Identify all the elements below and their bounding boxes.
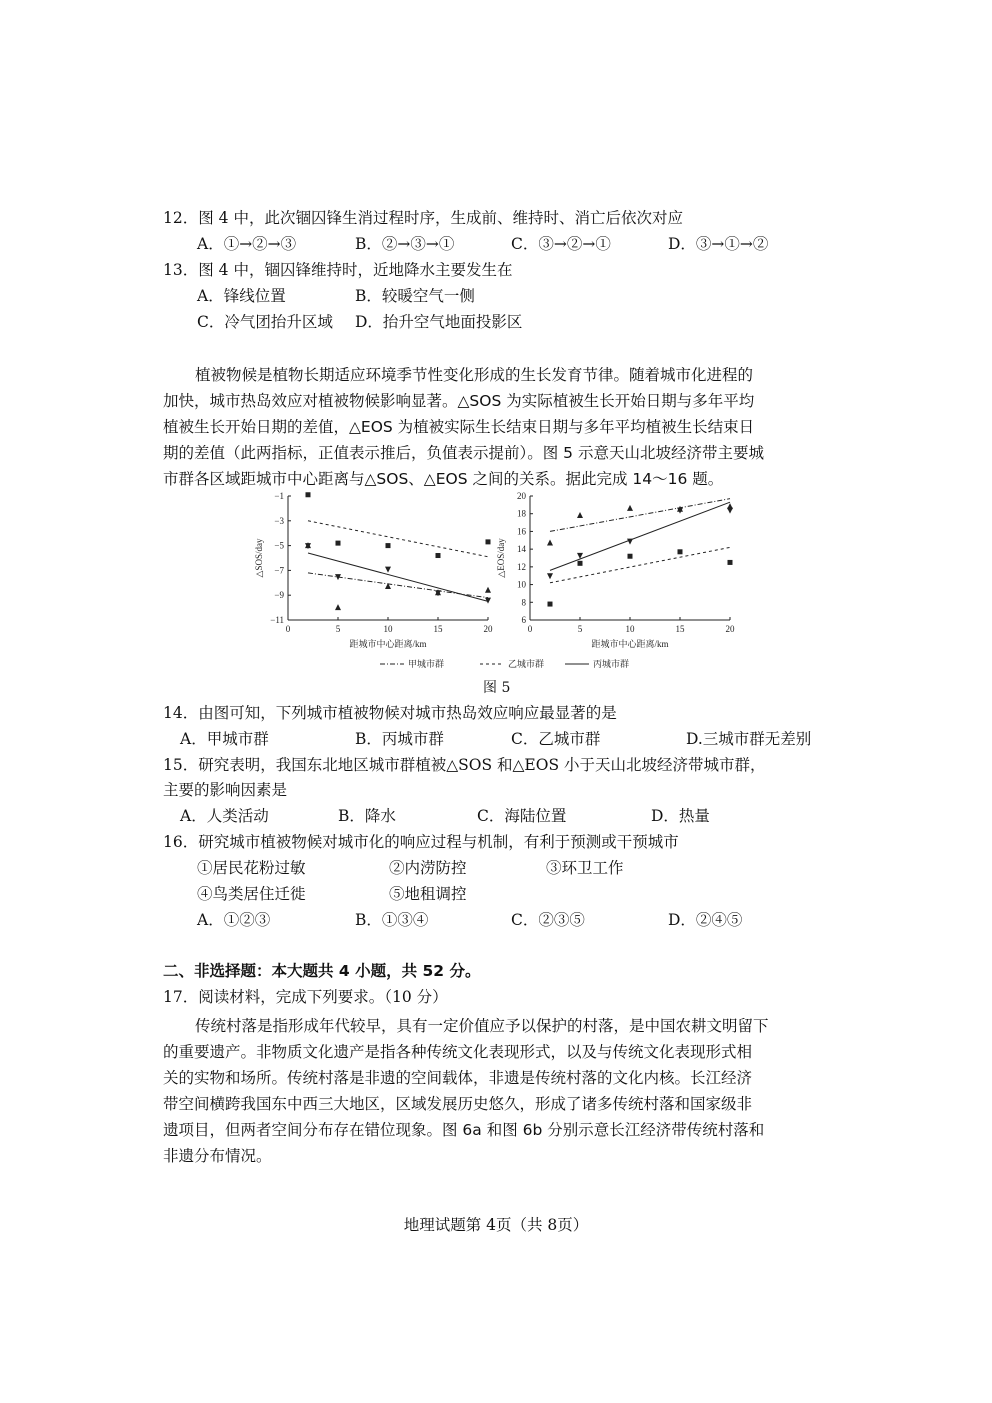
q16-option-b: B．①③④ — [355, 911, 429, 929]
x-axis-label: 距城市中心距离/km — [591, 639, 669, 649]
data-point-triangle — [547, 539, 553, 545]
material-line: 市群各区域距城市中心距离与△SOS、△EOS 之间的关系。据此完成 14～16 题。 — [163, 470, 724, 488]
x-tick-label: 10 — [625, 624, 635, 634]
q17-line: 非遗分布情况。 — [163, 1147, 272, 1165]
q16-option-d: D．②④⑤ — [668, 911, 743, 929]
legend-label: 甲城市群 — [408, 659, 445, 669]
data-point-square — [678, 549, 683, 554]
data-point-triangle — [627, 505, 633, 511]
material-paragraph — [163, 362, 833, 492]
material-line: 植被生长开始日期的差值，△EOS 为植被实际生长结束日期与多年平均植被生长结束日 — [163, 418, 755, 436]
q12-option-d: D．③→①→② — [668, 235, 769, 253]
trend-line — [308, 553, 488, 601]
data-point-triangle-down — [727, 508, 733, 514]
q17-line: 传统村落是指形成年代较早，具有一定价值应予以保护的村落，是中国农耕文明留下 — [195, 1017, 769, 1035]
y-tick-label: −9 — [274, 590, 284, 601]
q16-item-2: ②内涝防控 — [389, 859, 467, 877]
q15-stem: 15．研究表明，我国东北地区城市群植被△SOS 和△EOS 小于天山北坡经济带城市群， — [163, 756, 766, 774]
q13-stem: 13．图 4 中，锢囚锋维持时，近地降水主要发生在 — [163, 261, 513, 279]
data-point-triangle-down — [385, 567, 391, 573]
q12-option-a: A．①→②→③ — [197, 235, 297, 253]
x-axis-label: 距城市中心距离/km — [349, 639, 427, 649]
x-tick-label: 5 — [335, 624, 341, 634]
figure-5 — [240, 490, 760, 675]
x-tick-label: 0 — [527, 624, 533, 634]
q16-item-3: ③环卫工作 — [546, 859, 624, 877]
q12-option-b: B．②→③→① — [355, 235, 455, 253]
y-tick-label: 6 — [521, 615, 526, 625]
y-tick-label: 12 — [517, 561, 526, 572]
q16-stem: 16．研究城市植被物候对城市化的响应过程与机制，有利于预测或干预城市 — [163, 833, 679, 851]
data-point-square — [436, 553, 441, 558]
y-tick-label: 16 — [517, 526, 526, 537]
data-point-triangle — [485, 587, 491, 593]
q17-line: 的重要遗产。非物质文化遗产是指各种传统文化表现形式，以及与传统文化表现形式相 — [163, 1043, 753, 1061]
q13-option-b: B．较暖空气一侧 — [355, 287, 475, 305]
x-tick-label: 15 — [675, 624, 685, 634]
y-tick-label: 18 — [517, 508, 526, 519]
y-axis-label: △SOS/day — [254, 538, 264, 578]
material-line: 植被物候是植物长期适应环境季节性变化形成的生长发育节律。随着城市化进程的 — [195, 366, 754, 384]
x-tick-label: 20 — [483, 624, 493, 634]
q17-line: 带空间横跨我国东中西三大地区，区域发展历史悠久，形成了诸多传统村落和国家级非 — [163, 1095, 753, 1113]
x-tick-label: 5 — [577, 624, 583, 634]
q12-stem: 12．图 4 中，此次锢囚锋生消过程时序，生成前、维持时、消亡后依次对应 — [163, 209, 683, 227]
q15-option-b: B．降水 — [338, 807, 396, 825]
data-point-triangle-down — [627, 539, 633, 545]
q14-option-b: B．丙城市群 — [355, 730, 444, 748]
q15-stem-cont: 主要的影响因素是 — [163, 781, 288, 799]
y-tick-label: −11 — [270, 615, 284, 625]
trend-line — [550, 499, 730, 532]
eos-chart — [496, 491, 735, 649]
q17-material — [163, 1013, 833, 1169]
q17-line: 遗项目，但两者空间分布存在错位现象。图 6a 和图 6b 分别示意长江经济带传统村落和 — [163, 1121, 765, 1139]
q13-option-d: D．抬升空气地面投影区 — [355, 313, 523, 331]
data-point-square — [486, 539, 491, 544]
data-point-square — [578, 561, 583, 566]
data-point-triangle-down — [547, 573, 553, 579]
q16-option-a: A．①②③ — [197, 911, 271, 929]
data-point-triangle — [577, 512, 583, 518]
y-tick-label: 8 — [521, 597, 526, 608]
q14-option-a: A．甲城市群 — [180, 730, 269, 748]
y-tick-label: −7 — [274, 565, 284, 576]
q12-option-c: C．③→②→① — [511, 235, 611, 253]
q13-option-a: A．锋线位置 — [197, 287, 286, 305]
material-line: 期的差值（此两指标，正值表示推后，负值表示提前）。图 5 示意天山北坡经济带主要城 — [163, 444, 764, 462]
data-point-triangle — [335, 604, 341, 610]
q15-option-d: D．热量 — [651, 807, 710, 825]
q16-item-5: ⑤地租调控 — [389, 885, 467, 903]
data-point-triangle-down — [305, 543, 311, 549]
q14-option-d: D.三城市群无差别 — [686, 730, 812, 748]
x-tick-label: 10 — [383, 624, 393, 634]
y-axis-label: △EOS/day — [496, 538, 506, 578]
y-tick-label: 20 — [517, 491, 526, 501]
data-point-square — [548, 602, 553, 607]
figure-caption: 图 5 — [483, 680, 511, 696]
q16-item-4: ④鸟类居住迁徙 — [197, 885, 306, 903]
data-point-square — [336, 541, 341, 546]
q15-option-a: A．人类活动 — [180, 807, 269, 825]
trend-line — [308, 521, 488, 557]
data-point-square — [628, 554, 633, 559]
q14-option-c: C．乙城市群 — [511, 730, 601, 748]
y-tick-label: −5 — [274, 540, 284, 551]
sos-chart — [254, 491, 493, 649]
data-point-triangle-down — [435, 590, 441, 596]
material-line: 加快，城市热岛效应对植被物候影响显著。△SOS 为实际植被生长开始日期与多年平均 — [163, 392, 755, 410]
y-tick-label: −1 — [274, 491, 284, 501]
q14-stem: 14．由图可知，下列城市植被物候对城市热岛效应响应最显著的是 — [163, 704, 617, 722]
y-tick-label: 10 — [517, 579, 526, 590]
figure-legend — [380, 658, 629, 669]
legend-label: 乙城市群 — [508, 659, 545, 669]
trend-line — [550, 547, 730, 582]
q17-stem: 17．阅读材料，完成下列要求。（10 分） — [163, 988, 448, 1006]
q17-line: 关的实物和场所。传统村落是非遗的空间载体，非遗是传统村落的文化内核。长江经济 — [163, 1069, 753, 1087]
q15-option-c: C．海陆位置 — [477, 807, 567, 825]
x-tick-label: 0 — [285, 624, 291, 634]
data-point-square — [306, 492, 311, 497]
trend-line — [550, 502, 730, 570]
x-tick-label: 15 — [433, 624, 443, 634]
y-tick-label: −3 — [274, 515, 284, 526]
x-tick-label: 20 — [725, 624, 735, 634]
legend-label: 丙城市群 — [593, 659, 630, 669]
q13-option-c: C．冷气团抬升区域 — [197, 313, 333, 331]
q16-option-c: C．②③⑤ — [511, 911, 585, 929]
section-heading: 二、非选择题：本大题共 4 小题，共 52 分。 — [163, 962, 481, 980]
data-point-square — [728, 560, 733, 565]
data-point-square — [386, 543, 391, 548]
y-tick-label: 14 — [517, 544, 526, 555]
page-footer: 地理试题第 4页（共 8页） — [403, 1216, 589, 1234]
q16-item-1: ①居民花粉过敏 — [197, 859, 306, 877]
